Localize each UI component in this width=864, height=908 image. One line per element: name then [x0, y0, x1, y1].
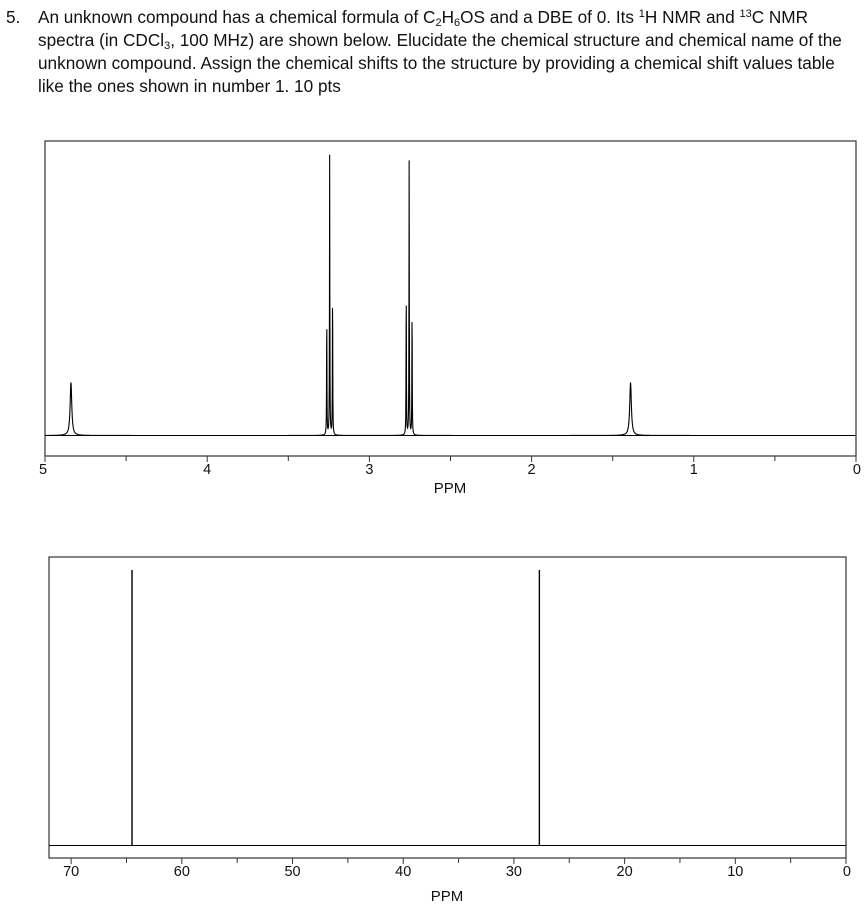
c-nmr-tick-label: 10	[727, 864, 744, 880]
c-nmr-tick-label: 50	[284, 864, 301, 880]
h-nmr-axis-title: PPM	[433, 480, 467, 497]
question-text-part: An unknown compound has a chemical formula of C	[38, 7, 436, 27]
question-text-part: OS and a DBE of 0. Its	[460, 7, 639, 27]
question-text-part: , 100 MHz) are shown below. Elucidate the chemical structure and chemical name of the unknown compound. Assign the chemical shifts to the structure by providing a chemical shift values table like the ones shown in number 1. 10 pts	[38, 30, 842, 96]
h-nmr-spectrum	[39, 141, 861, 497]
c-nmr-tick-label: 20	[616, 864, 633, 880]
h-nmr-tick-label: 4	[203, 462, 212, 478]
c-nmr-tick-label: 0	[842, 864, 851, 880]
c-nmr-tick-label: 60	[173, 864, 190, 880]
c-nmr-plot-frame	[49, 557, 846, 858]
question-text-part: H NMR and	[644, 7, 740, 27]
h-nmr-spectrum-trace	[45, 155, 856, 436]
h-nmr-tick-label: 1	[689, 462, 698, 478]
c-nmr-axis-title: PPM	[430, 888, 464, 905]
isotope-superscript: 13	[739, 8, 752, 20]
question-number: 5.	[6, 7, 21, 27]
c-nmr-tick-label: 30	[505, 864, 522, 880]
isotope-superscript: 1	[638, 8, 645, 20]
h-nmr-plot-frame	[45, 141, 856, 456]
c-nmr-spectrum	[49, 557, 851, 905]
h-nmr-tick-label: 0	[852, 462, 861, 478]
formula-subscript: 6	[453, 17, 461, 29]
c-nmr-tick-label: 40	[395, 864, 412, 880]
h-nmr-tick-label: 3	[365, 462, 374, 478]
formula-subscript: 3	[164, 40, 171, 52]
h-nmr-tick-label: 2	[527, 462, 536, 478]
h-nmr-tick-label: 5	[39, 462, 48, 478]
formula-subscript: 2	[435, 17, 442, 29]
question-text-part: H	[441, 7, 454, 27]
c-nmr-tick-label: 70	[63, 864, 80, 880]
question-text-part: C NMR spectra (in CDCl	[38, 7, 809, 50]
